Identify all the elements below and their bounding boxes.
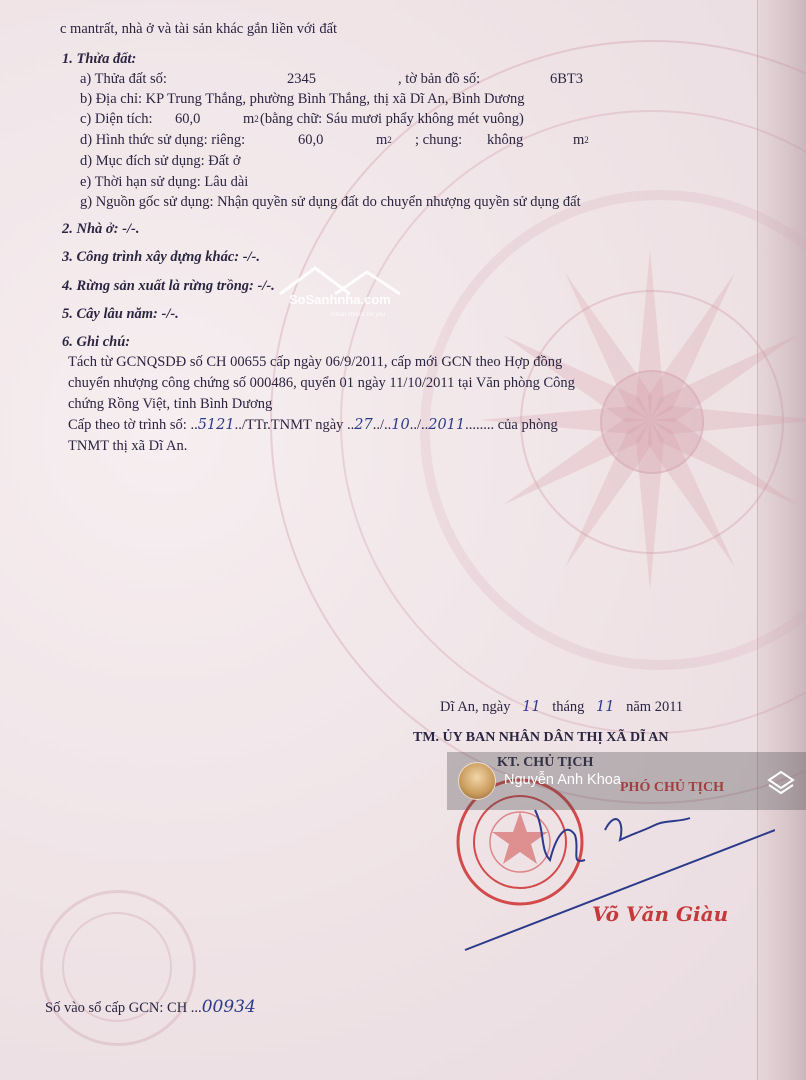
note-line-2: chuyển nhượng công chứng số 000486, quyển 01 ngày 11/10/2011 tại Văn phòng Công — [68, 375, 575, 391]
house-section: 2. Nhà ở: -/-. — [62, 221, 140, 237]
date-month-label: tháng — [552, 699, 585, 715]
notes-heading: 6. Ghi chú: — [62, 334, 131, 350]
serial-line — [45, 998, 256, 1017]
forest-section: 4. Rừng sản xuất là rừng trồng: -/-. — [62, 278, 275, 294]
serial-number: 00934 — [201, 997, 256, 1017]
lot-label: a) Thửa đất số: — [80, 71, 167, 87]
date-day: 11 — [522, 699, 541, 715]
common-unit: m — [573, 132, 585, 148]
certificate-page: c mantrất, nhà ở và tài sản khác gắn liền với đất 1. Thửa đất: a) Thửa đất số: 2345 , tờ bản đồ số: 6BT3 b) Địa chỉ: KP Trung Thắng, phường Bình Thắng, thị xã Dĩ An, Bình Dương c) Diện tích: 60,0 $m^2$ (bằng chữ: Sáu mươi phẩy không mét vuông) d) Hình thức sử dụng: riêng: 60,0 $m^2$ ; chung: không $m^2$ d) Mục đích sử dụng: Đất ở e) Thời hạn sử dụng: Lâu dài g) Nguồn gốc sử dụng: Nhận quyền sử dụng đất do chuyển nhượng quyền sử dụng đất 2. Nhà ở: -/-. 3. Công trình xây dựng khác: -/-. 4. Rừng sản xuất là rừng trồng: -/-. 5. Cây lâu năm: -/-. 6. Ghi chú: Tách từ GCNQSDĐ số CH 00655 cấp ngày 06/9/2011, cấp mới GCN theo Hợp đồng chuyển nhượng công chứng số 000486, quyển 01 ngày 11/10/2011 tại Văn phòng Công chứng Rồng Việt, tỉnh Bình Dương Cấp theo tờ trình số: ..5121../TTr.TNMT ngày ..27../..10../..2011........ của phòng TNMT thị xã Dĩ An. SoSanhnha.com Great choice for you Dĩ An, ngày 11 tháng 11 năm 2011 TM. ỦY BAN NHÂN DÂN THỊ XÃ DĨ AN KT. CHỦ TỊCH PHÓ CHỦ TỊCH Võ Văn Giàu Nguyễn Anh Khoa Số vào sổ cấp GCN: CH ...00934 — [0, 0, 806, 1080]
note-ref-month: 10 — [391, 417, 410, 433]
date-prefix: Dĩ An, ngày — [440, 699, 511, 715]
signature-icon — [455, 790, 775, 960]
header-cut-text: c mantrất, nhà ở và tài sản khác gắn liền với đất — [60, 21, 338, 37]
note-ref-prefix: Cấp theo tờ trình số: .. — [68, 417, 198, 433]
poster-info-bar — [447, 752, 806, 810]
note-ref-day: 27 — [354, 417, 373, 433]
serial-label: Số vào sổ cấp GCN: CH ... — [45, 1000, 202, 1016]
note-ref-suffix: ........ của phòng — [465, 417, 558, 433]
deputy-chairman-title: PHÓ CHỦ TỊCH — [620, 780, 724, 795]
watermark-tagline: Great choice for you — [331, 312, 386, 318]
date-month: 11 — [596, 699, 615, 715]
duration-line: e) Thời hạn sử dụng: Lâu dài — [80, 174, 249, 190]
signer-name: Võ Văn Giàu — [592, 902, 729, 926]
common-label: ; chung: — [415, 132, 463, 148]
layers-icon[interactable] — [766, 768, 796, 798]
note-line-5: TNMT thị xã Dĩ An. — [68, 438, 188, 454]
note-ref-sep2: ../.. — [409, 417, 429, 433]
issue-date — [440, 698, 683, 716]
private-unit: m — [376, 132, 388, 148]
poster-name[interactable]: Nguyễn Anh Khoa — [504, 772, 621, 788]
area-value: 60,0 — [175, 111, 201, 127]
date-year: năm 2011 — [626, 699, 684, 715]
authority-subtitle: KT. CHỦ TỊCH — [497, 755, 594, 770]
note-ref-sep1: ../.. — [372, 417, 392, 433]
area-label: c) Diện tích: — [80, 111, 153, 127]
house-logo-icon — [275, 262, 425, 296]
note-line-4 — [68, 416, 558, 434]
other-works-section: 3. Công trình xây dựng khác: -/-. — [62, 249, 261, 265]
land-heading: 1. Thửa đất: — [62, 51, 137, 67]
map-number: 6BT3 — [550, 71, 584, 87]
authority-title: TM. ỦY BAN NHÂN DÂN THỊ XÃ DĨ AN — [413, 730, 669, 745]
note-line-1: Tách từ GCNQSDĐ số CH 00655 cấp ngày 06/9/2011, cấp mới GCN theo Hợp đồng — [68, 354, 563, 370]
address-line: b) Địa chỉ: KP Trung Thắng, phường Bình Thắng, thị xã Dĩ An, Bình Dương — [80, 91, 525, 107]
note-ref-number: 5121 — [197, 417, 235, 433]
use-common-value: không — [487, 132, 524, 148]
map-label: , tờ bản đồ số: — [398, 71, 481, 87]
perennial-section: 5. Cây lâu năm: -/-. — [62, 306, 179, 322]
lot-number: 2345 — [287, 71, 316, 87]
use-private-value: 60,0 — [298, 132, 324, 148]
site-watermark — [275, 262, 425, 322]
watermark-brand: SoSanhnha.com — [289, 292, 391, 307]
purpose-line: d) Mục đích sử dụng: Đất ở — [80, 153, 241, 169]
note-ref-mid: ../TTr.TNMT ngày .. — [234, 417, 355, 433]
note-ref-year: 2011 — [428, 417, 466, 433]
use-form-label: d) Hình thức sử dụng: riêng: — [80, 132, 246, 148]
area-unit: m — [243, 111, 255, 127]
origin-line: g) Nguồn gốc sử dụng: Nhận quyền sử dụng đất do chuyển nhượng quyền sử dụng đất — [80, 194, 581, 210]
avatar[interactable] — [458, 762, 496, 800]
note-line-3: chứng Rồng Việt, tỉnh Bình Dương — [68, 396, 273, 412]
area-words: (bằng chữ: Sáu mươi phẩy không mét vuông) — [260, 111, 524, 127]
